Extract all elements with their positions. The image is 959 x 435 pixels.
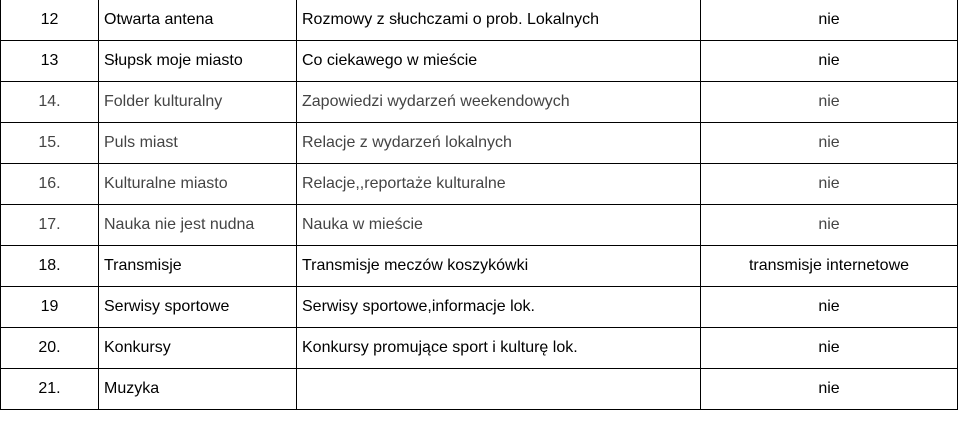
program-name: Serwisy sportowe xyxy=(99,287,297,328)
program-description: Serwisy sportowe,informacje lok. xyxy=(297,287,701,328)
table-row xyxy=(1,41,958,82)
row-number: 17. xyxy=(1,205,99,246)
row-number: 21. xyxy=(1,369,99,410)
table-row xyxy=(1,0,958,41)
program-name: Konkursy xyxy=(99,328,297,369)
program-name: Słupsk moje miasto xyxy=(99,41,297,82)
table-row xyxy=(1,287,958,328)
row-number: 12 xyxy=(1,0,99,41)
row-number: 14. xyxy=(1,82,99,123)
program-name: Otwarta antena xyxy=(99,0,297,41)
table-row xyxy=(1,123,958,164)
table-row xyxy=(1,369,958,410)
program-description xyxy=(297,369,701,410)
row-number: 13 xyxy=(1,41,99,82)
program-name: Puls miast xyxy=(99,123,297,164)
program-description: Rozmowy z słuchczami o prob. Lokalnych xyxy=(297,0,701,41)
table-row xyxy=(1,164,958,205)
program-value: nie xyxy=(701,205,958,246)
program-description: Co ciekawego w mieście xyxy=(297,41,701,82)
program-value: nie xyxy=(701,41,958,82)
program-description: Zapowiedzi wydarzeń weekendowych xyxy=(297,82,701,123)
program-value: nie xyxy=(701,369,958,410)
program-table-body xyxy=(1,0,958,410)
program-value: nie xyxy=(701,123,958,164)
row-number: 20. xyxy=(1,328,99,369)
table-row xyxy=(1,205,958,246)
program-value: nie xyxy=(701,328,958,369)
program-value: nie xyxy=(701,0,958,41)
program-name: Folder kulturalny xyxy=(99,82,297,123)
table-row xyxy=(1,82,958,123)
table-row xyxy=(1,328,958,369)
program-description: Relacje,,reportaże kulturalne xyxy=(297,164,701,205)
row-number: 19 xyxy=(1,287,99,328)
program-description: Konkursy promujące sport i kulturę lok. xyxy=(297,328,701,369)
row-number: 18. xyxy=(1,246,99,287)
program-description: Transmisje meczów koszykówki xyxy=(297,246,701,287)
program-description: Nauka w mieście xyxy=(297,205,701,246)
program-description: Relacje z wydarzeń lokalnych xyxy=(297,123,701,164)
program-value: transmisje internetowe xyxy=(701,246,958,287)
program-name: Kulturalne miasto xyxy=(99,164,297,205)
program-value: nie xyxy=(701,287,958,328)
program-name: Nauka nie jest nudna xyxy=(99,205,297,246)
table-row xyxy=(1,246,958,287)
program-value: nie xyxy=(701,82,958,123)
program-name: Transmisje xyxy=(99,246,297,287)
program-value: nie xyxy=(701,164,958,205)
row-number: 16. xyxy=(1,164,99,205)
row-number: 15. xyxy=(1,123,99,164)
program-name: Muzyka xyxy=(99,369,297,410)
